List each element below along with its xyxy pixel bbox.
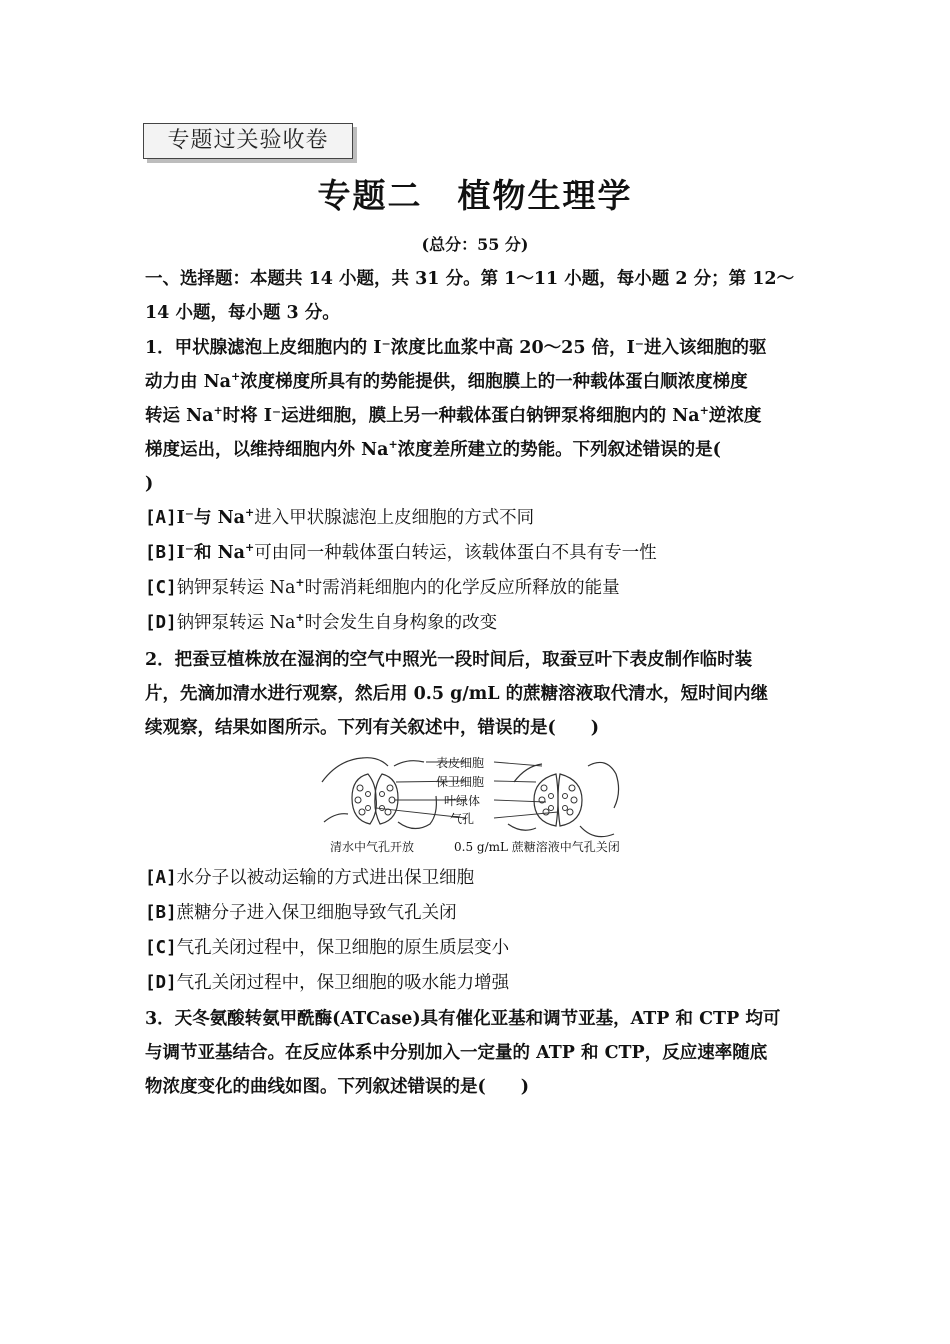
stomata-figure: [318, 752, 638, 860]
q1-line-4: 梯度运出，以维持细胞内外 Na+浓度差所建立的势能。下列叙述错误的是(: [145, 438, 721, 460]
q3-line-2: 与调节亚基结合。在反应体系中分别加入一定量的 ATP 和 CTP，反应速率随底: [145, 1043, 768, 1063]
q3-line-1: 3．天冬氨酸转氨甲酰酶(ATCase)具有催化亚基和调节亚基，ATP 和 CTP 均可: [145, 1009, 781, 1029]
figure-label-guard-cell: 保卫细胞: [436, 775, 485, 789]
q2-line-3: 续观察，结果如图所示。下列有关叙述中，错误的是( ): [145, 718, 600, 738]
section-heading-line-2: 14 小题，每小题 3 分。: [145, 303, 340, 323]
q1-line-1: 1．甲状腺滤泡上皮细胞内的 I⁻浓度比血浆中高 20～25 倍，I⁻进入该细胞的驱: [145, 338, 767, 358]
figure-label-chloroplast: 叶绿体: [444, 794, 481, 808]
q1-option-c: [C]钠钾泵转运 Na+时需消耗细胞内的化学反应所释放的能量: [145, 576, 620, 598]
section-badge: [143, 123, 353, 159]
q2-option-a: [A]水分子以被动运输的方式进出保卫细胞: [145, 868, 475, 888]
q1-option-b: [B]I⁻和 Na+可由同一种载体蛋白转运，该载体蛋白不具有专一性: [145, 541, 657, 563]
badge-text: 专题过关验收卷: [167, 128, 329, 153]
q2-option-b: [B]蔗糖分子进入保卫细胞导致气孔关闭: [145, 903, 457, 923]
q1-option-d: [D]钠钾泵转运 Na+时会发生自身构象的改变: [145, 611, 498, 633]
section-heading-line-1: 一、选择题：本题共 14 小题，共 31 分。第 1～11 小题，每小题 2 分；第 12～: [145, 269, 795, 289]
q2-line-2: 片，先滴加清水进行观察，然后用 0.5 g/mL 的蔗糖溶液取代清水，短时间内继: [145, 684, 769, 704]
page-title: 专题二 植物生理学: [317, 176, 633, 215]
q2-option-d: [D]气孔关闭过程中，保卫细胞的吸水能力增强: [145, 973, 510, 993]
q2-option-c: [C]气孔关闭过程中，保卫细胞的原生质层变小: [145, 938, 510, 958]
figure-label-epidermal-cell: 表皮细胞: [436, 756, 485, 770]
q2-line-1: 2．把蚕豆植株放在湿润的空气中照光一段时间后，取蚕豆叶下表皮制作临时装: [145, 650, 753, 670]
q1-option-a: [A]I⁻与 Na+进入甲状腺滤泡上皮细胞的方式不同: [145, 506, 535, 528]
total-score: (总分：55 分): [421, 235, 529, 254]
figure-label-stoma: 气孔: [450, 812, 475, 826]
figure-caption-right: 0.5 g/mL 蔗糖溶液中气孔关闭: [454, 840, 620, 854]
figure-caption-left: 清水中气孔开放: [330, 840, 415, 854]
q1-line-5: ): [145, 474, 154, 494]
q3-line-3: 物浓度变化的曲线如图。下列叙述错误的是( ): [145, 1077, 530, 1097]
q1-line-2: 动力由 Na+浓度梯度所具有的势能提供，细胞膜上的一种载体蛋白顺浓度梯度: [145, 370, 748, 392]
q1-line-3: 转运 Na+时将 I⁻运进细胞，膜上另一种载体蛋白钠钾泵将细胞内的 Na+逆浓度: [145, 404, 762, 426]
